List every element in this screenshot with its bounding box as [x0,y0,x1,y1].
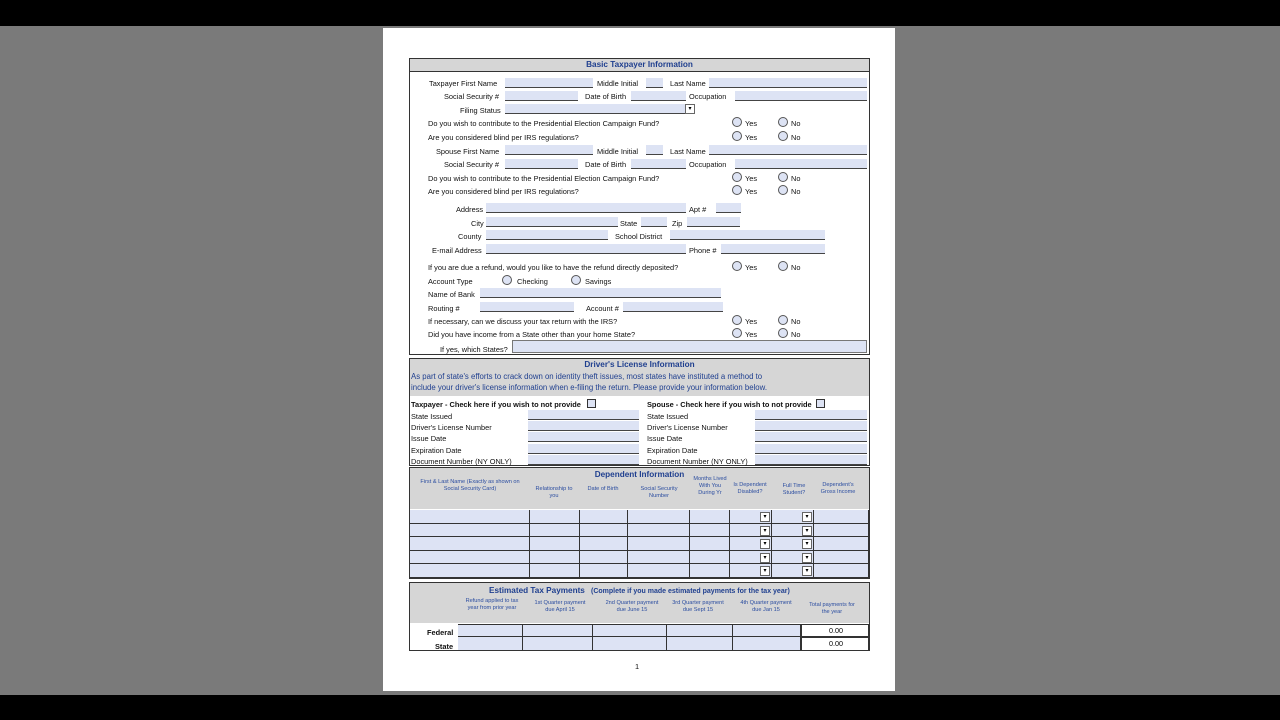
tp-doc-number-field[interactable] [528,455,639,465]
dependent-income-cell[interactable] [814,564,869,578]
dependent-dob-cell[interactable] [580,537,628,551]
dependent-months-cell[interactable] [690,564,730,578]
account-label: Account # [586,304,619,313]
campaign-no-radio[interactable] [778,117,788,127]
spouse-blind-question: Are you considered blind per IRS regulations? [428,187,579,196]
form-page [383,28,895,691]
federal-total-value: 0.00 [801,624,869,637]
dependent-relationship-cell[interactable] [530,551,580,565]
sp-doc-number-label: Document Number (NY ONLY) [647,457,748,466]
spouse-last-name-field[interactable] [709,145,867,155]
refund-no-radio[interactable] [778,261,788,271]
campaign-yes-radio[interactable] [732,117,742,127]
spouse-blind-yes-label: Yes [745,187,758,196]
account-type-label: Account Type [428,277,473,286]
est-col-q2-header: 2nd Quarter payment due June 15 [605,600,659,613]
sp-doc-number-field[interactable] [755,455,867,465]
sp-exp-date-label: Expiration Date [647,446,698,455]
dependent-disabled-chevron-down-icon[interactable]: ▾ [760,512,770,522]
taxpayer-middle-initial-field[interactable] [646,78,663,88]
estimated-subheader: (Complete if you made estimated payments for the tax year) [591,588,790,595]
estimated-header: Estimated Tax Payments [489,586,585,595]
state-total-value: 0.00 [801,637,869,651]
other-state-yes-label: Yes [745,330,758,339]
dob-label: Date of Birth [585,92,627,101]
dependent-dob-cell[interactable] [580,524,628,538]
federal-q2-payment-field[interactable] [593,624,667,637]
routing-field[interactable] [480,302,574,312]
tp-exp-date-label: Expiration Date [411,446,462,455]
dependent-months-cell[interactable] [690,510,730,524]
zip-field[interactable] [687,217,740,227]
school-district-field[interactable] [670,230,825,240]
sp-state-issued-field[interactable] [755,410,867,420]
savings-radio[interactable] [571,275,581,285]
spouse-occupation-label: Occupation [689,160,727,169]
dependent-income-cell[interactable] [814,551,869,565]
campaign-yes-label: Yes [745,119,758,128]
address-field[interactable] [486,203,686,213]
dependent-ssn-cell[interactable] [628,510,690,524]
which-states-field[interactable] [512,340,867,353]
col-months-header: Months Lived With You During Yr [693,476,727,496]
spouse-no-provide-checkbox[interactable] [816,399,825,408]
zip-label: Zip [672,219,683,228]
other-state-no-label: No [791,330,801,339]
discuss-question: If necessary, can we discuss your tax return with the IRS? [428,317,618,326]
state-q4-payment-field[interactable] [733,637,801,651]
dependent-name-cell[interactable] [410,564,530,578]
spouse-blind-no-radio[interactable] [778,185,788,195]
license-intro-line1: As part of state's efforts to crack down on identity theft issues, most states have instituted a method to [411,372,763,381]
taxpayer-first-name-label: Taxpayer First Name [429,79,498,88]
spouse-blind-yes-radio[interactable] [732,185,742,195]
filing-status-chevron-down-icon[interactable]: ▾ [685,104,695,114]
spouse-campaign-yes-label: Yes [745,174,758,183]
tp-exp-date-field[interactable] [528,444,639,454]
spouse-dob-field[interactable] [631,159,686,169]
sp-issue-date-field[interactable] [755,432,867,442]
dependent-ssn-cell[interactable] [628,551,690,565]
taxpayer-dob-field[interactable] [631,91,686,101]
filing-status-select[interactable] [505,104,695,114]
spouse-occupation-field[interactable] [735,159,867,169]
dependent-disabled-chevron-down-icon[interactable]: ▾ [760,566,770,576]
est-col-q4-header: 4th Quarter payment due Jan 15 [740,600,792,613]
tp-state-issued-field[interactable] [528,410,639,420]
license-intro-line2: include your driver's license information when e-filing the return. Please provide your information below. [411,383,767,392]
top-black-bar [0,0,1280,26]
federal-q3-payment-field[interactable] [667,624,733,637]
sp-issue-date-label: Issue Date [647,434,683,443]
routing-label: Routing # [428,304,460,313]
city-field[interactable] [486,217,618,227]
est-col-q3-header: 3rd Quarter payment due Sept 15 [672,600,724,613]
dependent-months-cell[interactable] [690,524,730,538]
discuss-yes-label: Yes [745,317,758,326]
discuss-no-radio[interactable] [778,315,788,325]
dependent-relationship-cell[interactable] [530,564,580,578]
dependent-disabled-chevron-down-icon[interactable]: ▾ [760,539,770,549]
page-number: 1 [635,662,640,671]
refund-question: If you are due a refund, would you like to have the refund directly deposited? [428,263,679,272]
dependent-name-cell[interactable] [410,524,530,538]
discuss-yes-radio[interactable] [732,315,742,325]
dependent-ssn-cell[interactable] [628,564,690,578]
other-state-yes-radio[interactable] [732,328,742,338]
col-student-header: Full Time Student? [782,483,806,496]
tp-issue-date-field[interactable] [528,432,639,442]
checking-radio[interactable] [502,275,512,285]
taxpayer-last-name-field[interactable] [709,78,867,88]
col-dob-header: Date of Birth [587,486,619,492]
refund-no-label: No [791,263,801,272]
which-states-label: If yes, which States? [440,345,508,354]
blind-yes-label: Yes [745,133,758,142]
dependent-dob-cell[interactable] [580,564,628,578]
discuss-no-label: No [791,317,801,326]
dependent-dob-cell[interactable] [580,510,628,524]
other-state-no-radio[interactable] [778,328,788,338]
spouse-middle-initial-field[interactable] [646,145,663,155]
ssn-label: Social Security # [444,92,500,101]
license-header: Driver's License Information [584,360,695,369]
est-col-q1-header: 1st Quarter payment due April 15 [534,600,586,613]
dependent-student-chevron-down-icon[interactable]: ▾ [802,553,812,563]
bank-name-label: Name of Bank [428,290,475,299]
spouse-campaign-no-radio[interactable] [778,172,788,182]
taxpayer-no-provide-checkbox[interactable] [587,399,596,408]
tp-issue-date-label: Issue Date [411,434,447,443]
est-col-refund-header: Refund applied to tax year from prior year [465,598,519,611]
dependent-ssn-cell[interactable] [628,524,690,538]
state-refund-payment-field[interactable] [458,637,523,651]
dependent-name-cell[interactable] [410,537,530,551]
spouse-ssn-field[interactable] [505,159,578,169]
savings-label: Savings [585,277,612,286]
email-label: E-mail Address [432,246,482,255]
dependent-dob-cell[interactable] [580,551,628,565]
dependent-months-cell[interactable] [690,551,730,565]
checking-label: Checking [517,277,548,286]
dependent-months-cell[interactable] [690,537,730,551]
city-label: City [471,219,484,228]
refund-yes-radio[interactable] [732,261,742,271]
col-disabled-header: Is Dependent Disabled? [733,482,767,495]
dependent-income-cell[interactable] [814,510,869,524]
tp-dl-number-label: Driver's License Number [411,423,492,432]
spouse-campaign-no-label: No [791,174,801,183]
federal-q1-payment-field[interactable] [523,624,593,637]
sp-state-issued-label: State Issued [647,412,689,421]
dependent-relationship-cell[interactable] [530,524,580,538]
dependent-income-cell[interactable] [814,524,869,538]
taxpayer-occupation-field[interactable] [735,91,867,101]
dependent-student-chevron-down-icon[interactable]: ▾ [802,512,812,522]
dependent-header: Dependent Information [594,470,685,479]
phone-label: Phone # [689,246,717,255]
account-field[interactable] [623,302,723,312]
campaign-question: Do you wish to contribute to the Presidential Election Campaign Fund? [428,119,660,128]
spouse-ssn-label: Social Security # [444,160,500,169]
phone-field[interactable] [721,244,825,254]
spouse-middle-initial-label: Middle Initial [597,147,639,156]
dependent-student-chevron-down-icon[interactable]: ▾ [802,526,812,536]
bank-name-field[interactable] [480,288,721,298]
spouse-blind-no-label: No [791,187,801,196]
dependent-name-cell[interactable] [410,551,530,565]
blind-question: Are you considered blind per IRS regulations? [428,133,579,142]
bottom-black-bar [0,695,1280,720]
occupation-label: Occupation [689,92,727,101]
spouse-no-provide-label: Spouse - Check here if you wish to not provide [647,400,812,409]
dependent-ssn-cell[interactable] [628,537,690,551]
spouse-campaign-question: Do you wish to contribute to the Presidential Election Campaign Fund? [428,174,660,183]
state-q1-payment-field[interactable] [523,637,593,651]
spouse-dob-label: Date of Birth [585,160,627,169]
blind-no-radio[interactable] [778,131,788,141]
sp-dl-number-field[interactable] [755,421,867,431]
taxpayer-ssn-field[interactable] [505,91,578,101]
dependent-income-cell[interactable] [814,537,869,551]
sp-exp-date-field[interactable] [755,444,867,454]
county-field[interactable] [486,230,608,240]
est-col-total-header: Total payments for the year [809,602,855,615]
dependent-student-chevron-down-icon[interactable]: ▾ [802,539,812,549]
blind-yes-radio[interactable] [732,131,742,141]
email-field[interactable] [486,244,686,254]
dependent-disabled-chevron-down-icon[interactable]: ▾ [760,526,770,536]
last-name-label: Last Name [670,79,706,88]
state-q2-payment-field[interactable] [593,637,667,651]
spouse-last-name-label: Last Name [670,147,706,156]
filing-status-label: Filing Status [460,106,501,115]
col-income-header: Dependent's Gross Income [820,482,856,495]
basic-info-header: Basic Taxpayer Information [409,58,870,72]
dependent-relationship-cell[interactable] [530,537,580,551]
spouse-first-name-label: Spouse First Name [436,147,500,156]
taxpayer-first-name-field[interactable] [505,78,593,88]
campaign-no-label: No [791,119,801,128]
col-name-header: First & Last Name (Exactly as shown on Social Security Card) [420,479,520,492]
refund-yes-label: Yes [745,263,758,272]
col-relationship-header: Relationship to you [535,486,573,499]
federal-q4-payment-field[interactable] [733,624,801,637]
state-q3-payment-field[interactable] [667,637,733,651]
federal-row-label: Federal [427,628,454,637]
col-ssn-header: Social Security Number [640,486,678,499]
sp-dl-number-label: Driver's License Number [647,423,728,432]
county-label: County [458,232,482,241]
school-district-label: School District [615,232,663,241]
spouse-campaign-yes-radio[interactable] [732,172,742,182]
tp-state-issued-label: State Issued [411,412,453,421]
state-row-label: State [435,642,454,651]
dependent-student-chevron-down-icon[interactable]: ▾ [802,566,812,576]
dependent-relationship-cell[interactable] [530,510,580,524]
blind-no-label: No [791,133,801,142]
apt-label: Apt # [689,205,707,214]
state-field[interactable] [641,217,667,227]
federal-refund-payment-field[interactable] [458,624,523,637]
spouse-first-name-field[interactable] [505,145,593,155]
apt-field[interactable] [716,203,741,213]
taxpayer-no-provide-label: Taxpayer - Check here if you wish to not provide [411,400,581,409]
state-label: State [620,219,638,228]
middle-initial-label: Middle Initial [597,79,639,88]
other-state-question: Did you have income from a State other than your home State? [428,330,636,339]
address-label: Address [456,205,484,214]
tp-doc-number-label: Document Number (NY ONLY) [411,457,512,466]
dependent-disabled-chevron-down-icon[interactable]: ▾ [760,553,770,563]
dependent-name-cell[interactable] [410,510,530,524]
tp-dl-number-field[interactable] [528,421,639,431]
